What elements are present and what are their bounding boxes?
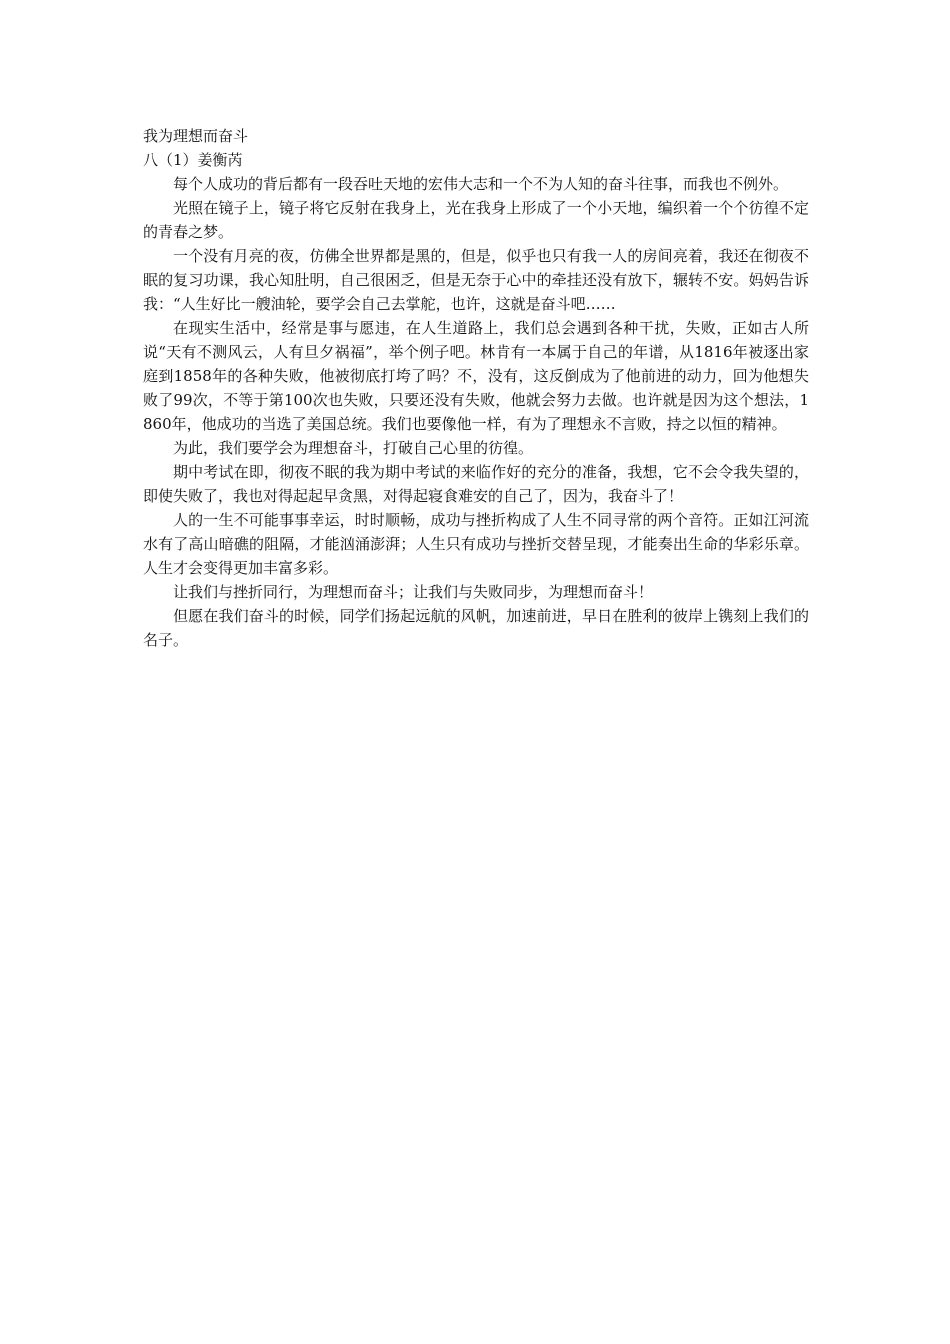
paragraph-2: 光照在镜子上，镜子将它反射在我身上，光在我身上形成了一个小天地，编织着一个个彷徨不定的青春之梦。	[143, 199, 809, 241]
paragraph-5: 为此，我们要学会为理想奋斗，打破自己心里的彷徨。	[173, 439, 534, 457]
document-page	[143, 124, 809, 652]
author-line: 八（1）姜衡芮	[143, 151, 243, 169]
essay-title: 我为理想而奋斗	[143, 127, 249, 145]
paragraph-9: 但愿在我们奋斗的时候，同学们扬起远航的风帆，加速前进，早日在胜利的彼岸上镌刻上我们的名子。	[143, 607, 809, 649]
paragraph-6: 期中考试在即，彻夜不眠的我为期中考试的来临作好的充分的准备，我想，它不会令我失望的，即使失败了，我也对得起起早贪黑，对得起寝食难安的自己了，因为，我奋斗了！	[143, 463, 809, 505]
paragraph-1: 每个人成功的背后都有一段吞吐天地的宏伟大志和一个不为人知的奋斗往事，而我也不例外。	[173, 175, 789, 193]
paragraph-4: 在现实生活中，经常是事与愿违，在人生道路上，我们总会遇到各种干扰，失败，正如古人所说“天有不测风云，人有旦夕祸福”，举个例子吧。林肯有一本属于自己的年谱，从1816年被逐出家庭到1858年的各种失败，他被彻底打垮了吗？不，没有，这反倒成为了他前进的动力，回为他想失败了99次，不等于第100次也失败，只要还没有失败，他就会努力去做。也许就是因为这个想法，1860年，他成功的当选了美国总统。我们也要像他一样，有为了理想永不言败，持之以恒的精神。	[143, 319, 809, 433]
paragraph-7: 人的一生不可能事事幸运，时时顺畅，成功与挫折构成了人生不同寻常的两个音符。正如江河流水有了高山暗礁的阻隔，才能汹涌澎湃；人生只有成功与挫折交替呈现，才能奏出生命的华彩乐章。人生才会变得更加丰富多彩。	[143, 511, 809, 577]
paragraph-3: 一个没有月亮的夜，仿佛全世界都是黑的，但是，似乎也只有我一人的房间亮着，我还在彻夜不眠的复习功课，我心知肚明，自己很困乏，但是无奈于心中的牵挂还没有放下，辗转不安。妈妈告诉我：“人生好比一艘油轮，要学会自己去掌舵，也许，这就是奋斗吧……	[143, 247, 809, 313]
paragraph-8: 让我们与挫折同行，为理想而奋斗；让我们与失败同步，为理想而奋斗！	[173, 583, 654, 601]
